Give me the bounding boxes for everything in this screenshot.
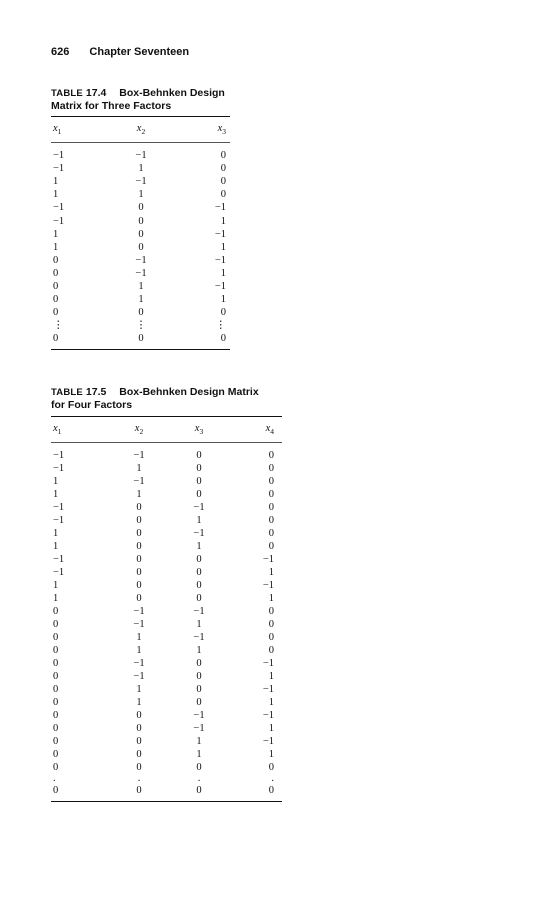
table-cell: 1 [196,749,202,760]
caption-line-2: for Four Factors [51,399,133,411]
table-cell: 0 [268,762,274,773]
table-cell: 1 [196,515,202,526]
table-cell: −1 [53,554,65,565]
table-cell: 1 [136,684,142,695]
table-cell: −1 [133,671,145,682]
table-cell: −1 [193,632,205,643]
table-cell: 0 [268,632,274,643]
table-cell: −1 [133,619,145,630]
table-row [51,696,282,709]
table-cell: . [137,773,141,784]
table-row [51,332,230,350]
table-cell: −1 [53,515,65,526]
table-cell: 0 [220,333,226,345]
table-cell: −1 [133,450,145,461]
table-cell: 0 [196,450,202,461]
table-cell: 1 [196,736,202,747]
column-header-x2 [111,117,171,143]
table-cell: 0 [136,762,142,773]
table-cell: −1 [262,580,274,591]
table-cell: 0 [136,723,142,734]
page-number: 626 [51,46,70,58]
table-header-row [51,417,282,443]
caption-number: 17.5 [85,386,107,398]
table-cell: −1 [135,176,147,188]
column-subscript: 1 [57,427,62,437]
caption-line-1 [51,386,259,399]
table-17-5 [51,416,282,802]
table-cell: 1 [138,163,144,175]
table-cell: 0 [136,541,142,552]
table-cell: 1 [268,697,274,708]
table-row [51,201,230,214]
table-cell: 0 [53,267,59,279]
table-row [51,735,282,748]
table-17-5-caption [51,386,259,411]
table-cell: . [271,773,274,784]
table-cell: 0 [268,476,274,487]
table-row [51,540,282,553]
table-cell: 0 [268,528,274,539]
table-cell: 0 [196,671,202,682]
table-cell: 0 [53,619,59,630]
table-cell: ⋮ [215,320,226,332]
table-cell: 1 [53,528,59,539]
table-cell: 0 [138,215,144,227]
table-cell: 0 [138,241,144,253]
table-cell: −1 [262,658,274,669]
table-cell: 1 [220,215,226,227]
table-cell: 0 [268,619,274,630]
table-cell: 1 [268,567,274,578]
table-cell: 1 [138,280,144,292]
table-cell: 0 [196,567,202,578]
table-cell: 0 [53,762,59,773]
table-cell: 1 [138,189,144,201]
table-cell: 0 [196,476,202,487]
table-cell: ⋮ [135,320,147,332]
table-cell: 1 [196,645,202,656]
table-cell: 1 [220,294,226,306]
table-cell: 0 [196,762,202,773]
table-cell: 1 [53,580,59,591]
table-cell: 0 [53,785,59,796]
table-row [51,306,230,319]
table-cell: 1 [220,241,226,253]
table-row [51,670,282,683]
table-cell: 0 [196,580,202,591]
table-cell: 1 [53,176,59,188]
table-row [51,579,282,592]
column-subscript: 1 [57,127,62,137]
column-subscript: 3 [222,127,226,137]
table-row [51,553,282,566]
table-row [51,175,230,188]
table-cell: −1 [53,202,65,214]
table-header-row [51,117,230,143]
table-cell: −1 [53,567,65,578]
table-cell: 1 [136,697,142,708]
table-cell: 0 [53,632,59,643]
table-17-4-caption [51,87,225,112]
table-cell: 1 [53,241,59,253]
table-cell: 0 [196,658,202,669]
caption-line-2: Matrix for Three Factors [51,100,172,112]
column-variable: x [53,422,58,434]
table-cell: 0 [138,307,144,319]
table-cell: 0 [53,333,59,345]
table-cell: 1 [220,267,226,279]
table-cell: 0 [136,710,142,721]
caption-number: 17.4 [85,87,107,99]
table-row [51,761,282,774]
table-cell: 1 [136,489,142,500]
table-row [51,241,230,254]
running-header [51,46,189,58]
table-cell: 0 [220,163,226,175]
table-cell: 0 [136,528,142,539]
table-cell: −1 [193,502,205,513]
table-row [51,254,230,267]
table-cell: 0 [220,150,226,162]
table-cell: −1 [193,723,205,734]
table-cell: −1 [133,658,145,669]
table-cell: 0 [136,785,142,796]
table-row [51,280,230,293]
table-cell: 0 [196,684,202,695]
table-cell: 1 [268,723,274,734]
table-row [51,162,230,175]
table-cell: 0 [136,567,142,578]
table-cell: −1 [53,450,65,461]
table-row [51,709,282,722]
table-cell: 0 [268,541,274,552]
table-cell: 0 [136,515,142,526]
table-row [51,214,230,227]
table-row [51,683,282,696]
table-cell: 0 [138,333,144,345]
table-cell: 1 [136,463,142,474]
table-cell: 0 [53,294,59,306]
column-header-x3 [171,117,230,143]
table-cell: −1 [214,280,226,292]
table-cell: 1 [196,619,202,630]
table-cell: 0 [268,450,274,461]
column-header-x2 [109,417,169,443]
table-row [51,228,230,241]
table-cell: 0 [268,502,274,513]
table-cell: −1 [214,228,226,240]
table-cell: 1 [53,593,59,604]
table-cell: 0 [268,606,274,617]
column-subscript: 2 [139,427,144,437]
table-cell: −1 [53,502,65,513]
chapter-title: Chapter Seventeen [89,46,190,58]
table-row [51,527,282,540]
table-cell: 1 [196,541,202,552]
table-cell: −1 [53,150,65,162]
table-cell: −1 [262,684,274,695]
table-cell: 0 [196,554,202,565]
table-cell: 0 [196,593,202,604]
table-row [51,748,282,761]
column-header-x1 [51,117,111,143]
table-row [51,657,282,670]
table-row [51,644,282,657]
table-cell: 0 [53,645,59,656]
table-cell: 0 [53,671,59,682]
table-cell: 0 [138,228,144,240]
table-cell: 0 [268,463,274,474]
table-cell: −1 [193,528,205,539]
table-cell: 0 [220,189,226,201]
table-cell: . [197,773,201,784]
table-row [51,488,282,501]
table-cell: −1 [133,476,145,487]
table-cell: 0 [220,176,226,188]
table-row [51,592,282,605]
table-cell: −1 [135,254,147,266]
table-cell: 1 [268,749,274,760]
table-cell: 0 [268,489,274,500]
table-cell: −1 [135,150,147,162]
table-cell: 0 [53,684,59,695]
table-row [51,784,282,802]
table-17-4 [51,116,230,350]
table-row [51,475,282,488]
table-row [51,774,282,784]
table-row [51,267,230,280]
table-cell: −1 [214,254,226,266]
column-header-x4 [229,417,282,443]
column-variable: x [136,122,142,134]
column-subscript: 4 [270,427,274,437]
table-cell: 0 [268,515,274,526]
table-cell: −1 [53,215,65,227]
table-row [51,618,282,631]
table-row [51,143,230,163]
caption-label: TABLE [51,88,83,99]
table-row [51,514,282,527]
column-variable: x [53,122,58,134]
table-cell: 1 [53,228,59,240]
column-header-x3 [169,417,229,443]
table-cell: −1 [193,710,205,721]
column-variable: x [217,122,223,134]
table-cell: 0 [53,710,59,721]
caption-label: TABLE [51,387,83,398]
table-cell: 0 [220,307,226,319]
table-cell: 1 [53,541,59,552]
table-cell: −1 [214,202,226,214]
table-cell: 0 [53,723,59,734]
table-cell: 0 [136,580,142,591]
table-cell: 0 [53,697,59,708]
table-cell: 0 [53,254,59,266]
column-subscript: 2 [141,127,146,137]
table-row [51,319,230,332]
table-cell: 0 [53,307,59,319]
table-cell: −1 [262,710,274,721]
table-cell: 0 [138,202,144,214]
table-cell: 1 [138,294,144,306]
column-variable: x [134,422,140,434]
table-cell: 0 [136,749,142,760]
table-cell: 0 [53,736,59,747]
table-row [51,443,282,463]
table-cell: 0 [53,280,59,292]
table-row [51,462,282,475]
table-cell: −1 [262,554,274,565]
table-cell: 0 [136,502,142,513]
column-header-x1 [51,417,109,443]
table-row [51,188,230,201]
table-cell: 0 [268,785,274,796]
column-subscript: 3 [199,427,204,437]
table-cell: −1 [193,606,205,617]
table-cell: 1 [53,476,59,487]
table-cell: −1 [133,606,145,617]
table-cell: 1 [268,671,274,682]
table-cell: 0 [53,658,59,669]
column-variable: x [194,422,200,434]
table-cell: . [53,773,56,784]
table-cell: ⋮ [53,320,64,332]
table-cell: 0 [196,463,202,474]
table-cell: 1 [53,189,59,201]
table-cell: 1 [136,645,142,656]
table-row [51,501,282,514]
caption-title: Box-Behnken Design Matrix [119,386,259,398]
table-row [51,722,282,735]
caption-line-1 [51,87,225,100]
table-cell: 0 [268,645,274,656]
table-cell: 0 [53,749,59,760]
table-cell: 0 [136,554,142,565]
caption-title: Box-Behnken Design [119,87,225,99]
column-variable: x [265,422,271,434]
table-cell: 1 [136,632,142,643]
table-cell: 0 [196,697,202,708]
table-cell: −1 [53,463,65,474]
table-cell: 1 [53,489,59,500]
table-cell: −1 [262,736,274,747]
table-cell: 0 [136,593,142,604]
table-cell: 0 [136,736,142,747]
table-row [51,605,282,618]
table-cell: 0 [196,785,202,796]
table-cell: −1 [53,163,65,175]
table-cell: 0 [53,606,59,617]
table-row [51,631,282,644]
table-row [51,566,282,579]
table-cell: 0 [196,489,202,500]
table-cell: 1 [268,593,274,604]
table-cell: −1 [135,267,147,279]
table-row [51,293,230,306]
